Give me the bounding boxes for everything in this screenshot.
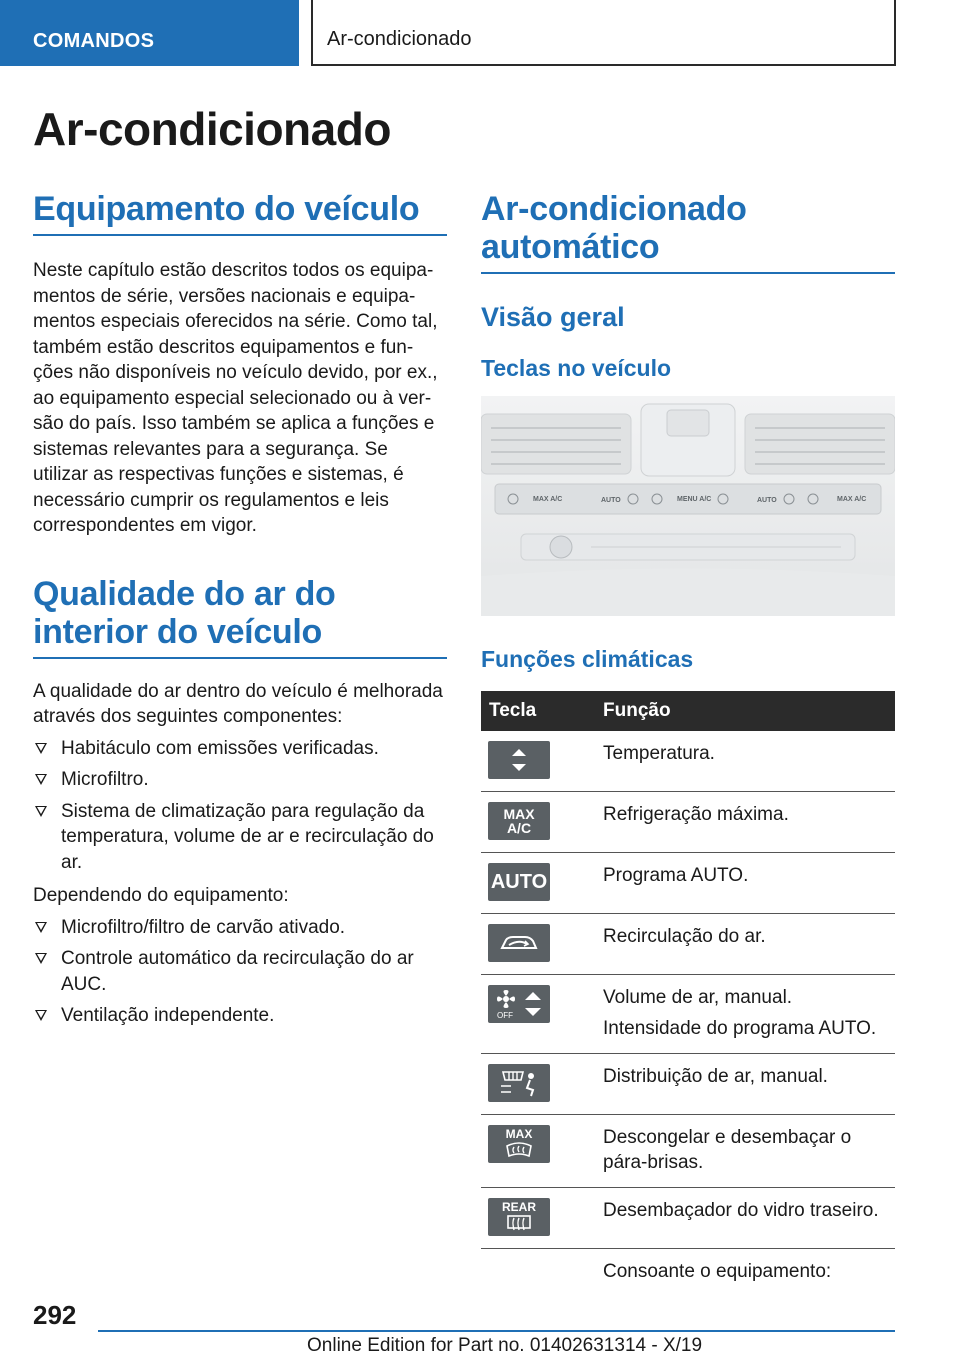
functions-heading: Funções climáticas <box>481 646 694 672</box>
air-quality-list <box>33 736 447 876</box>
auto-icon: AUTO <box>488 863 550 901</box>
chapter-header: Ar-condicionado <box>311 0 896 66</box>
table-row <box>481 914 895 975</box>
table-row <box>481 792 895 853</box>
bullet-triangle-icon <box>35 774 47 785</box>
page-number: 292 <box>33 1300 77 1330</box>
page-title: Ar-condicionado <box>33 103 391 155</box>
photo-label-max-ac-2: MAX A/C <box>837 496 867 503</box>
table-row <box>481 1188 895 1249</box>
air-quality-text: A qualidade do ar dentro do veículo é melhorada através dos seguintes componentes: <box>33 680 443 727</box>
bullet-triangle-icon <box>35 743 47 754</box>
equipment-text: Neste capítulo estão descritos todos os equipa-mentos de série, versões nacionais e equipa-mentos especiais oferecidos na série. Como tal, também estão descritos equipamentos e fun-ções não disponíveis no veículo devido, por ex., ao equipamento especial selecionado ou à ver-são do país. Isso também se aplica a funções e sistemas relevantes para a segurança. Se utilizar as respectivas funções e sistemas, é necessário cumprir os regulamentos e leis correspondentes em vigor. <box>33 260 438 536</box>
temperature-arrows-icon <box>488 741 550 779</box>
bullet-triangle-icon <box>35 922 47 933</box>
depending-text: Dependendo do equipamento: <box>33 885 289 906</box>
list-item: Microfiltro/filtro de carvão ativado. <box>33 915 447 941</box>
keys-heading: Teclas no veículo <box>481 355 672 381</box>
equipment-heading: Equipamento do veículo <box>33 190 447 236</box>
function-text: Distribuição de ar, manual. <box>603 1054 895 1115</box>
table-row <box>481 1115 895 1188</box>
bullet-triangle-icon <box>35 953 47 964</box>
photo-label-auto: AUTO <box>601 497 621 504</box>
rear-defrost-icon: REAR <box>488 1198 550 1236</box>
section-tab: COMANDOS <box>0 0 299 66</box>
table-row <box>481 1249 895 1297</box>
left-column <box>33 190 447 1029</box>
bullet-triangle-icon <box>35 806 47 817</box>
list-item: Sistema de climatização para regulação da temperatura, volume de ar e recirculação do ar. <box>33 799 447 876</box>
edition-note: Online Edition for Part no. 01402631314 - X/19 <box>307 1335 703 1356</box>
climate-functions-table <box>481 691 895 1296</box>
list-item: Controle automático da recirculação do ar AUC. <box>33 946 447 997</box>
table-header-row <box>481 691 895 731</box>
max-defrost-icon: MAX <box>488 1125 550 1163</box>
function-text: Refrigeração máxima. <box>603 792 895 853</box>
function-text: Temperatura. <box>603 731 895 792</box>
function-text: Recirculação do ar. <box>603 914 895 975</box>
function-text: Descongelar e desembaçar o pára-brisas. <box>603 1115 895 1188</box>
equipment-list <box>33 915 447 1029</box>
table-row <box>481 975 895 1054</box>
photo-label-menu-ac: MENU A/C <box>677 496 712 503</box>
right-column <box>481 190 895 1296</box>
list-item: Ventilação independente. <box>33 1003 447 1029</box>
climate-panel-illustration <box>481 396 895 616</box>
column-header-function: Função <box>603 691 895 731</box>
fan-volume-icon <box>488 985 550 1023</box>
table-row <box>481 853 895 914</box>
function-text: Volume de ar, manual. Intensidade do programa AUTO. <box>603 975 895 1054</box>
auto-ac-heading: Ar-condicionado automático <box>481 190 895 274</box>
photo-label-auto-2: AUTO <box>757 497 777 504</box>
column-header-key: Tecla <box>481 691 603 731</box>
table-row <box>481 731 895 792</box>
trailing-text: Consoante o equipamento: <box>603 1261 832 1282</box>
function-text: Programa AUTO. <box>603 853 895 914</box>
list-item: Microfiltro. <box>33 767 447 793</box>
list-item: Habitáculo com emissões verificadas. <box>33 736 447 762</box>
air-quality-heading: Qualidade do ar do interior do veículo <box>33 575 447 659</box>
footer-divider <box>98 1330 895 1332</box>
climate-panel-photo <box>481 396 895 616</box>
air-distribution-icon <box>488 1064 550 1102</box>
max-ac-icon: MAX A/C <box>488 802 550 840</box>
overview-heading: Visão geral <box>481 302 625 332</box>
table-row <box>481 1054 895 1115</box>
photo-label-max-ac: MAX A/C <box>533 496 563 503</box>
recirculation-icon <box>488 924 550 962</box>
bullet-triangle-icon <box>35 1010 47 1021</box>
function-text: Desembaçador do vidro traseiro. <box>603 1188 895 1249</box>
off-label: OFF <box>497 1011 513 1020</box>
